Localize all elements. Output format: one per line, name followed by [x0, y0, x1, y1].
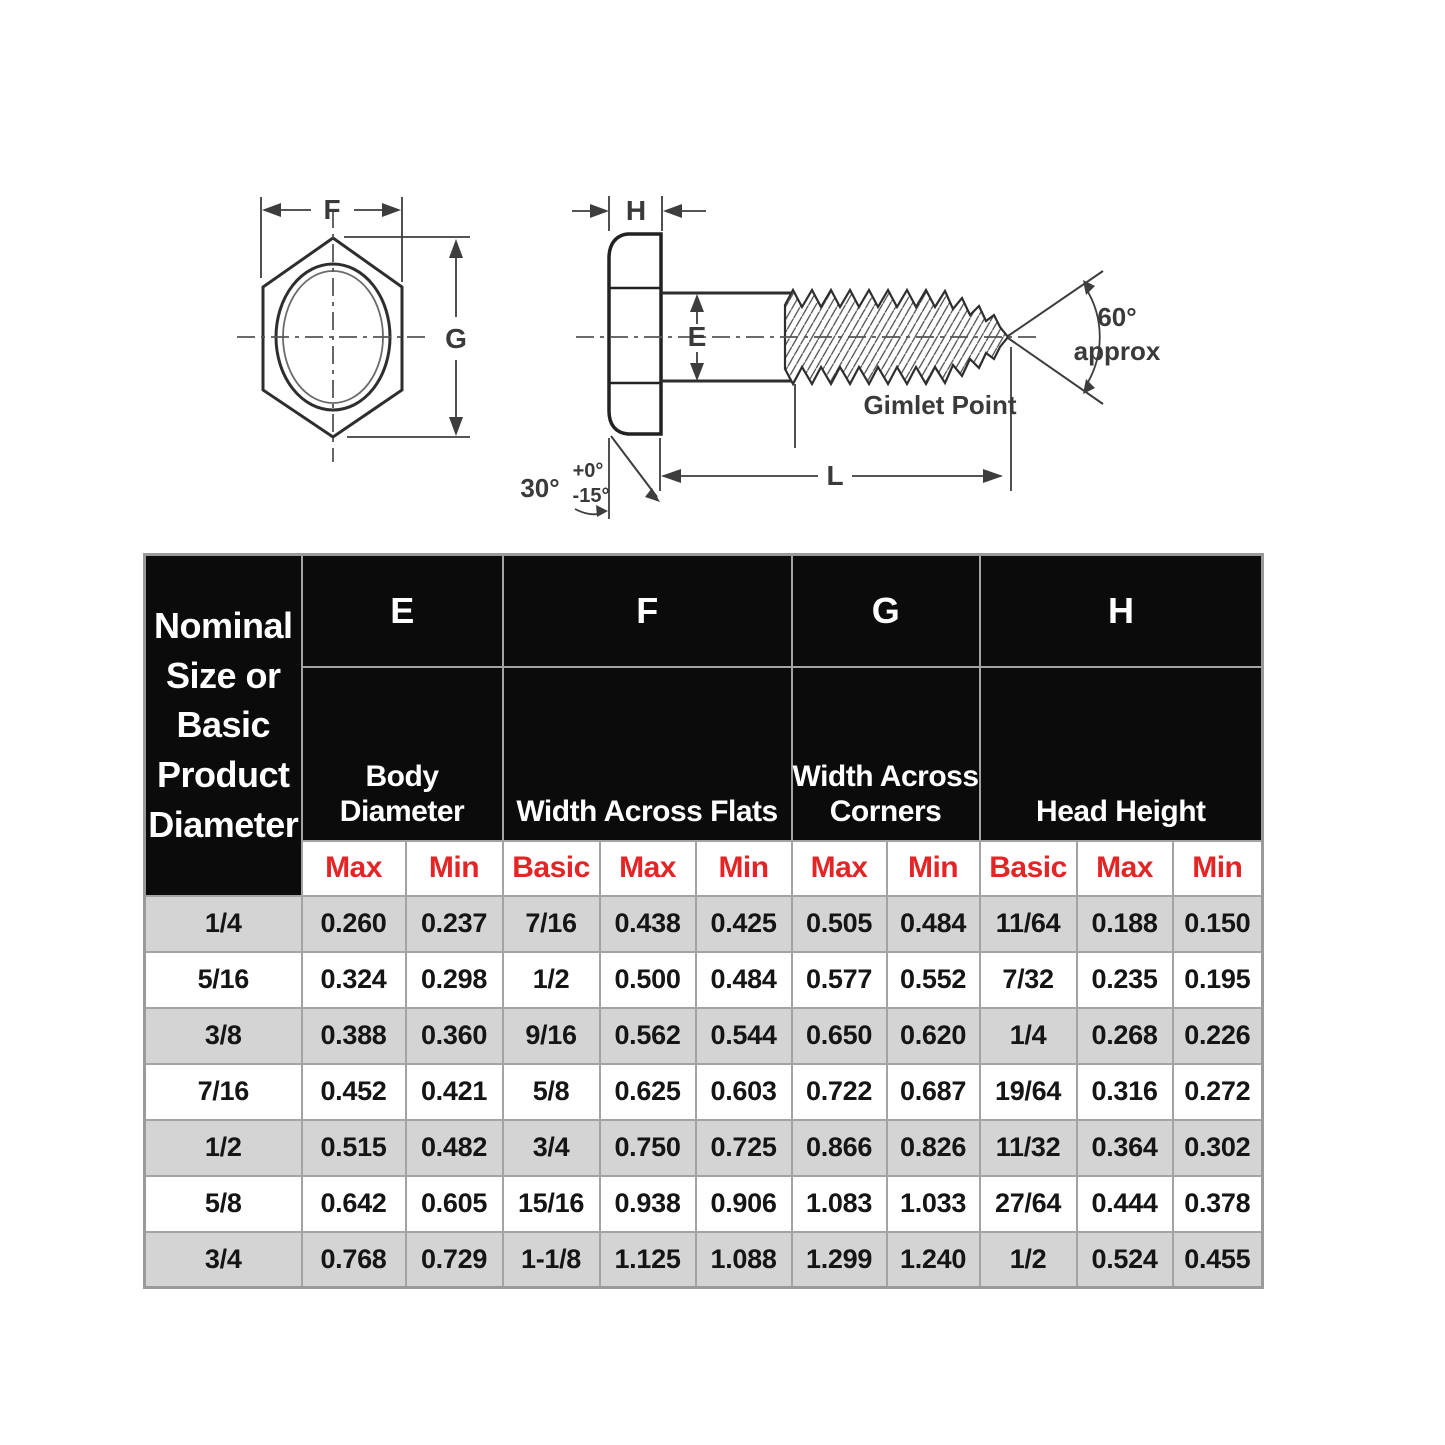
value-cell: 0.687 — [887, 1064, 980, 1120]
hex-head-front-view — [237, 210, 428, 462]
value-cell: 0.642 — [302, 1176, 406, 1232]
value-cell: 1.299 — [792, 1232, 887, 1288]
value-cell: 0.324 — [302, 952, 406, 1008]
row-size-cell: 1/4 — [145, 896, 302, 952]
table-row — [145, 952, 1263, 1008]
name-header-row — [145, 667, 1263, 841]
dim-label-h: H — [625, 195, 647, 226]
value-cell: 0.421 — [406, 1064, 503, 1120]
value-cell: 1-1/8 — [503, 1232, 600, 1288]
value-cell: 0.500 — [600, 952, 696, 1008]
value-cell: 0.603 — [696, 1064, 792, 1120]
value-cell: 5/8 — [503, 1064, 600, 1120]
value-cell: 0.768 — [302, 1232, 406, 1288]
value-cell: 0.438 — [600, 896, 696, 952]
value-cell: 0.750 — [600, 1120, 696, 1176]
value-cell: 0.268 — [1077, 1008, 1173, 1064]
group-name-head-height: Head Height — [980, 667, 1263, 841]
value-cell: 0.226 — [1173, 1008, 1263, 1064]
value-cell: 0.388 — [302, 1008, 406, 1064]
subheader-h-min: Min — [1173, 841, 1263, 896]
group-name-width-across-flats: Width Across Flats — [503, 667, 792, 841]
value-cell: 7/32 — [980, 952, 1077, 1008]
subheader-f-max: Max — [600, 841, 696, 896]
group-header-g: G — [792, 555, 980, 667]
dim-label-l: L — [826, 460, 844, 491]
value-cell: 0.505 — [792, 896, 887, 952]
value-cell: 0.298 — [406, 952, 503, 1008]
table-header — [145, 555, 1263, 896]
table-row — [145, 1064, 1263, 1120]
value-cell: 15/16 — [503, 1176, 600, 1232]
dim-label-f: F — [323, 194, 341, 225]
value-cell: 0.729 — [406, 1232, 503, 1288]
value-cell: 1/4 — [980, 1008, 1077, 1064]
value-cell: 0.866 — [792, 1120, 887, 1176]
subheader-g-max: Max — [792, 841, 887, 896]
value-cell: 0.482 — [406, 1120, 503, 1176]
value-cell: 0.378 — [1173, 1176, 1263, 1232]
row-size-cell: 5/8 — [145, 1176, 302, 1232]
head-angle-label: 30° — [520, 473, 560, 503]
value-cell: 0.650 — [792, 1008, 887, 1064]
value-cell: 0.195 — [1173, 952, 1263, 1008]
value-cell: 0.722 — [792, 1064, 887, 1120]
gimlet-point-label: Gimlet Point — [863, 390, 1017, 420]
value-cell: 0.237 — [406, 896, 503, 952]
table-body — [145, 896, 1263, 1288]
row-size-cell: 5/16 — [145, 952, 302, 1008]
value-cell: 0.444 — [1077, 1176, 1173, 1232]
value-cell: 1.088 — [696, 1232, 792, 1288]
value-cell: 11/64 — [980, 896, 1077, 952]
subheader-g-min: Min — [887, 841, 980, 896]
value-cell: 3/4 — [503, 1120, 600, 1176]
table-row — [145, 1176, 1263, 1232]
value-cell: 0.484 — [887, 896, 980, 952]
value-cell: 0.316 — [1077, 1064, 1173, 1120]
group-header-h: H — [980, 555, 1263, 667]
value-cell: 0.364 — [1077, 1120, 1173, 1176]
group-header-e: E — [302, 555, 503, 667]
value-cell: 1/2 — [503, 952, 600, 1008]
subheader-f-basic: Basic — [503, 841, 600, 896]
value-cell: 0.906 — [696, 1176, 792, 1232]
value-cell: 0.360 — [406, 1008, 503, 1064]
subheader-e-max: Max — [302, 841, 406, 896]
value-cell: 0.544 — [696, 1008, 792, 1064]
value-cell: 27/64 — [980, 1176, 1077, 1232]
value-cell: 0.260 — [302, 896, 406, 952]
value-cell: 1.033 — [887, 1176, 980, 1232]
dim-label-g: G — [445, 323, 467, 354]
value-cell: 0.235 — [1077, 952, 1173, 1008]
value-cell: 0.826 — [887, 1120, 980, 1176]
table-row — [145, 1120, 1263, 1176]
value-cell: 0.552 — [887, 952, 980, 1008]
value-cell: 0.620 — [887, 1008, 980, 1064]
lag-screw-technical-drawing — [0, 0, 1445, 551]
subheader-e-min: Min — [406, 841, 503, 896]
value-cell: 1/2 — [980, 1232, 1077, 1288]
dim-label-e: E — [687, 321, 707, 352]
row-size-cell: 7/16 — [145, 1064, 302, 1120]
value-cell: 0.272 — [1173, 1064, 1263, 1120]
value-cell: 0.425 — [696, 896, 792, 952]
value-cell: 0.452 — [302, 1064, 406, 1120]
table-row — [145, 1232, 1263, 1288]
value-cell: 0.188 — [1077, 896, 1173, 952]
subheader-h-max: Max — [1077, 841, 1173, 896]
point-angle-qualifier: approx — [1073, 336, 1161, 366]
value-cell: 0.605 — [406, 1176, 503, 1232]
value-cell: 1.240 — [887, 1232, 980, 1288]
value-cell: 0.562 — [600, 1008, 696, 1064]
value-cell: 11/32 — [980, 1120, 1077, 1176]
group-header-f: F — [503, 555, 792, 667]
subheader-row — [145, 841, 1263, 896]
row-size-cell: 3/4 — [145, 1232, 302, 1288]
table-row — [145, 1008, 1263, 1064]
corner-header: Nominal Size or Basic Product Diameter — [145, 555, 302, 896]
value-cell: 0.515 — [302, 1120, 406, 1176]
value-cell: 0.484 — [696, 952, 792, 1008]
value-cell: 9/16 — [503, 1008, 600, 1064]
value-cell: 0.577 — [792, 952, 887, 1008]
value-cell: 19/64 — [980, 1064, 1077, 1120]
letter-header-row — [145, 555, 1263, 667]
row-size-cell: 3/8 — [145, 1008, 302, 1064]
subheader-f-min: Min — [696, 841, 792, 896]
head-angle-tolerance-plus: +0° — [572, 460, 604, 482]
value-cell: 0.455 — [1173, 1232, 1263, 1288]
value-cell: 0.302 — [1173, 1120, 1263, 1176]
value-cell: 0.150 — [1173, 896, 1263, 952]
row-size-cell: 1/2 — [145, 1120, 302, 1176]
value-cell: 0.938 — [600, 1176, 696, 1232]
head-angle-tolerance-minus: -15° — [572, 485, 610, 507]
value-cell: 1.125 — [600, 1232, 696, 1288]
table-row — [145, 896, 1263, 952]
value-cell: 0.625 — [600, 1064, 696, 1120]
point-angle-label: 60° — [1097, 302, 1137, 332]
value-cell: 0.524 — [1077, 1232, 1173, 1288]
subheader-h-basic: Basic — [980, 841, 1077, 896]
value-cell: 0.725 — [696, 1120, 792, 1176]
hex-head-side-profile — [609, 234, 661, 434]
group-name-body-diameter: Body Diameter — [302, 667, 503, 841]
value-cell: 1.083 — [792, 1176, 887, 1232]
value-cell: 7/16 — [503, 896, 600, 952]
dimensions-table — [143, 553, 1264, 1289]
group-name-width-across-corners: Width Across Corners — [792, 667, 980, 841]
